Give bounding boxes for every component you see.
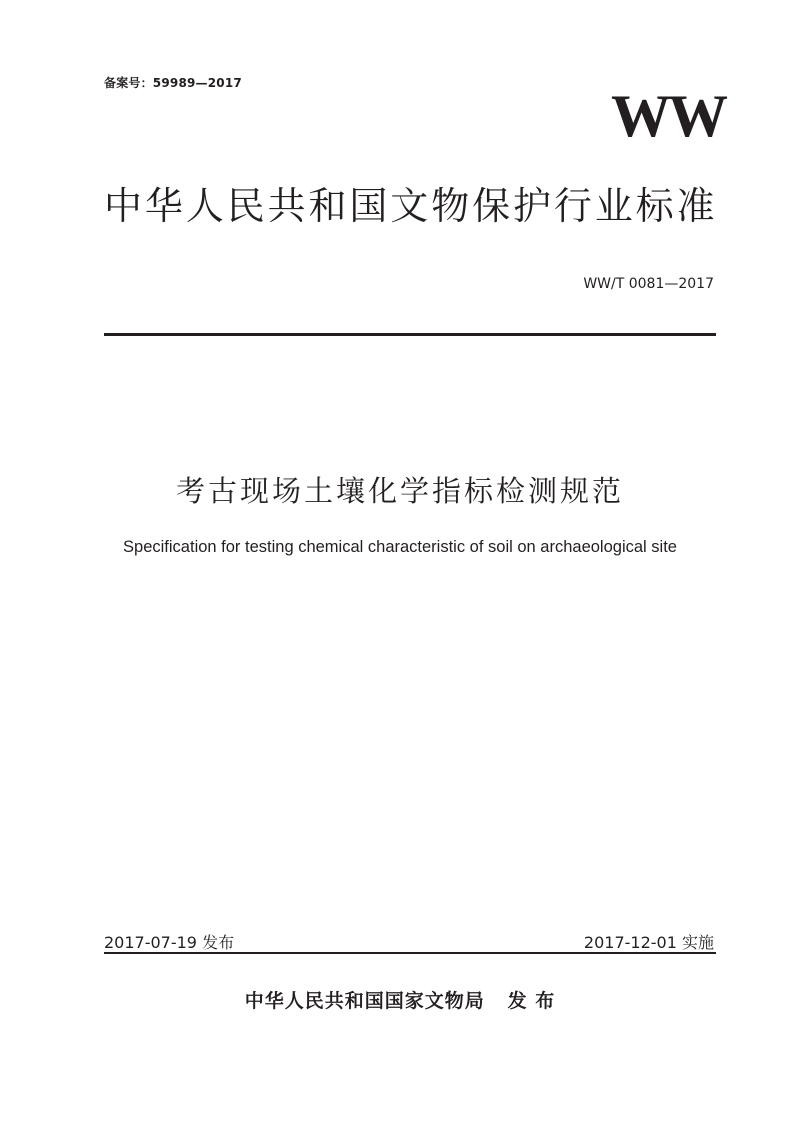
record-number: 备案号：59989—2017: [104, 76, 242, 90]
chinese-title: 考古现场土壤化学指标检测规范: [175, 474, 624, 508]
bottom-divider: [104, 952, 716, 954]
issue-date: 2017-07-19 发布: [104, 933, 235, 952]
publisher: 中华人民共和国国家文物局 发 布: [244, 990, 556, 1012]
implementation-date: 2017-12-01 实施: [583, 933, 714, 952]
standard-category-title: 中华人民共和国文物保护行业标准: [104, 184, 716, 228]
ww-logo: WW: [611, 83, 725, 149]
standard-code: WW/T 0081—2017: [583, 276, 714, 292]
top-divider: [104, 333, 716, 336]
english-title: Specification for testing chemical characteristic of soil on archaeological site: [123, 538, 677, 556]
